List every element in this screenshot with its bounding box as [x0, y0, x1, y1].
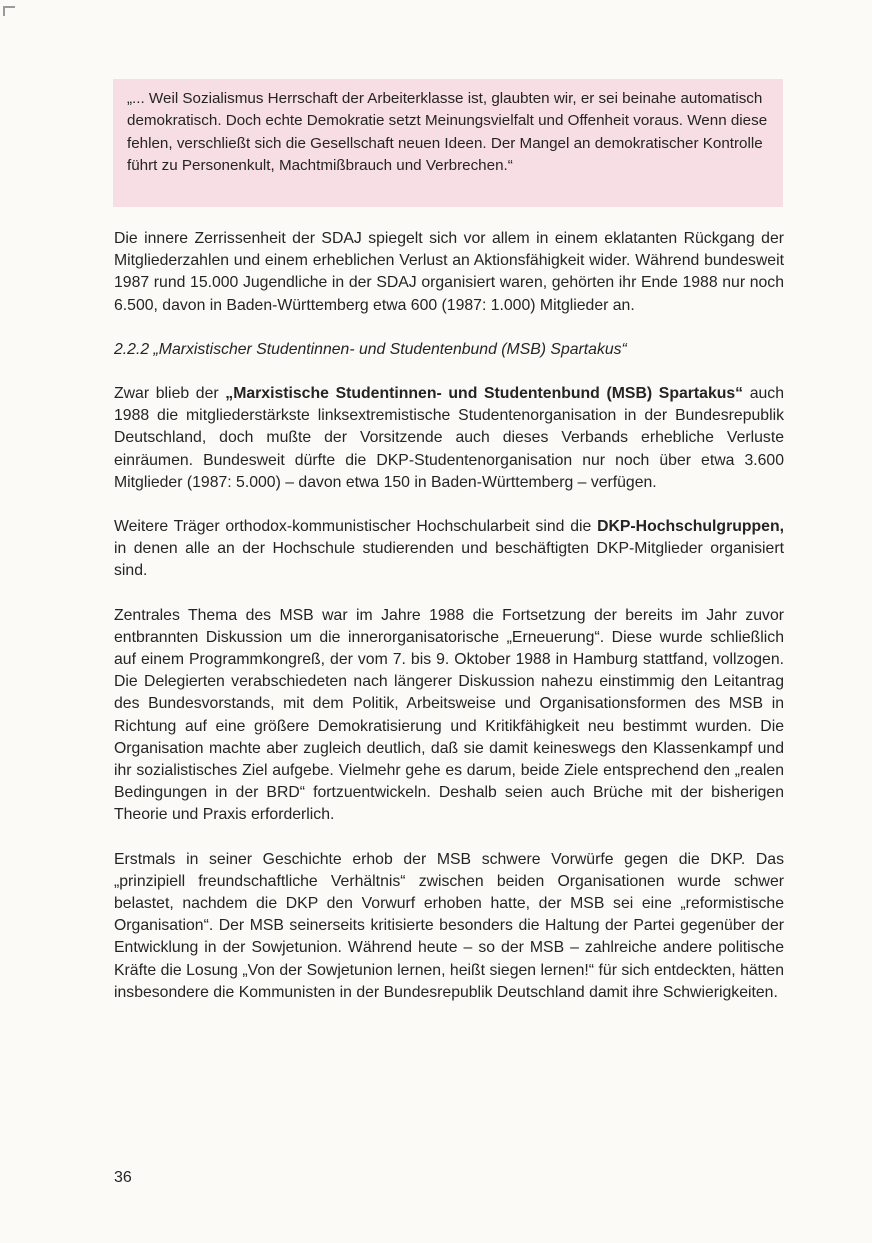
highlighted-quote-box: [113, 79, 783, 207]
paragraph-dkp-groups: [114, 516, 784, 583]
paragraph-msb-membership: [114, 383, 784, 494]
quote-text: „... Weil Sozialismus Herrschaft der Arbeiterklasse ist, glaubten wir, er sei beinahe automatisch demokratisch. Doch echte Demokratie setzt Meinungsvielfalt und Offenheit voraus. Wenn diese fehlen, verschließt sich die Gesellschaft neuen Ideen. Der Mangel an demokratischer Kontrolle führt zu Personenkult, Machtmißbrauch und Verbrechen.“: [127, 90, 768, 175]
paragraph-msb-bold-name: „Marxistische Studentinnen- und Studentenbund (MSB) Spartakus“: [225, 385, 744, 403]
paragraph-msb-text-start: Zwar blieb der: [114, 385, 226, 403]
page-body: [114, 228, 784, 1004]
paragraph-msb-renewal: Zentrales Thema des MSB war im Jahre 1988 die Fortsetzung der bereits im Jahr zuvor entbrannten Diskussion um die innerorganisatorische „Erneuerung“. Diese wurde schließlich auf einem Programmkongreß, der vom 7. bis 9. Oktober 1988 in Hamburg stattfand, vollzogen. Die Delegierten verabschiedeten nach längerer Diskussion nahezu einstimmig den Leitantrag des Bundesvorstands, mit dem Politik, Arbeitsweise und Organisationsformen des MSB in Richtung auf eine größere Demokratisierung und Kritikfähigkeit neu bestimmt wurden. Die Organisation machte aber zugleich deutlich, daß sie damit keineswegs den Klassenkampf und ihr sozialistisches Ziel aufgebe. Vielmehr gehe es darum, beide Ziele entsprechend den „realen Bedingungen in der BRD“ fortzuentwickeln. Deshalb seien auch Brüche mit der bisherigen Theorie und Praxis erforderlich.: [114, 606, 784, 824]
paragraph-msb-dkp-conflict: Erstmals in seiner Geschichte erhob der MSB schwere Vorwürfe gegen die DKP. Das „prinzipiell freundschaftliche Verhältnis“ zwischen beiden Organisationen wurde schwer belastet, nachdem die DKP den Vorwurf erhoben hatte, der MSB sei eine „reformistische Organisation“. Der MSB seinerseits kritisierte besonders die Haltung der Partei gegenüber der Entwicklung in der Sowjetunion. Während heute – so der MSB – zahlreiche andere politische Kräfte die Losung „Von der Sowjetunion lernen, heißt siegen lernen!“ für sich entdeckten, hätten insbesondere die Kommunisten in der Bundesrepublik Deutschland damit ihre Schwierigkeiten.: [114, 850, 784, 1001]
paragraph-dkp-text-end: in denen alle an der Hochschule studierenden und beschäftigten DKP-Mitglieder organisiert sind.: [114, 540, 784, 580]
scan-corner-mark: [3, 6, 15, 16]
paragraph-sdaj-membership: Die innere Zerrissenheit der SDAJ spiegelt sich vor allem in einem eklatanten Rückgang der Mitgliederzahlen und einem erheblichen Verlust an Aktionsfähigkeit wider. Während bundesweit 1987 rund 15.000 Jugendliche in der SDAJ organisiert waren, gehörten ihr Ende 1988 nur noch 6.500, davon in Baden-Württemberg etwa 600 (1987: 1.000) Mitglieder an.: [114, 230, 784, 314]
paragraph-dkp-bold-name: DKP-Hochschulgruppen,: [597, 518, 784, 536]
paragraph-msb-text-end: auch 1988 die mitgliederstärkste linksextremistische Studentenorganisation in der Bundesrepublik Deutschland, doch mußte der Vorsitzende auch dieses Verbands erhebliche Verluste einräumen. Bundesweit dürfte die DKP-Studentenorganisation nur noch über etwa 3.600 Mitglieder (1987: 5.000) – davon etwa 150 in Baden-Württemberg – verfügen.: [114, 385, 784, 491]
paragraph-dkp-text-start: Weitere Träger orthodox-kommunistischer Hochschularbeit sind die: [114, 518, 598, 536]
section-heading-msb: 2.2.2 „Marxistischer Studentinnen- und Studentenbund (MSB) Spartakus“: [114, 340, 627, 358]
page-number: 36: [114, 1169, 132, 1186]
